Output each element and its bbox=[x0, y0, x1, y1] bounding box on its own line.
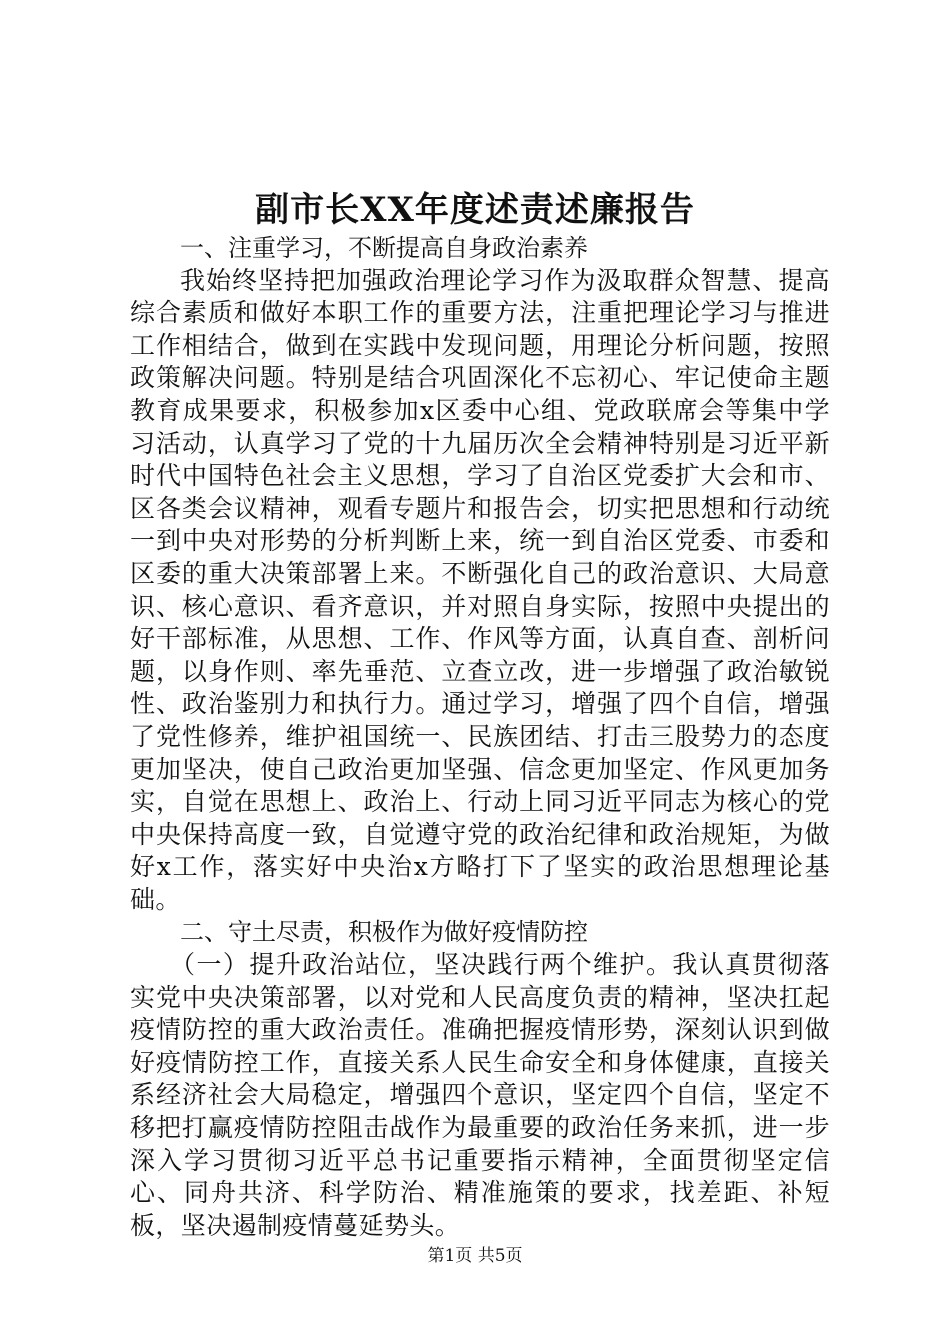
section-heading-1: 一、注重学习，不断提高自身政治素养 bbox=[180, 234, 588, 262]
document-title: 副市长XX年度述责述廉报告 bbox=[255, 190, 695, 230]
section-2-paragraph: （一）提升政治站位，坚决践行两个维护。我认真贯彻落实党中央决策部署，以对党和人民高度负责的精神，坚决扛起疫情防控的重大政治责任。准确把握疫情形势，深刻认识到做好疫情防控工作，直接关系人民生命安全和身体健康，直接关系经济社会大局稳定，增强四个意识，坚定四个自信，坚定不移把打赢疫情防控阻击战作为最重要的政治任务来抓，进一步深入学习贯彻习近平总书记重要指示精神，全面贯彻坚定信心、同舟共济、科学防治、精准施策的要求，找差距、补短板，坚决遏制疫情蔓延势头。 bbox=[130, 950, 830, 1240]
page-footer: 第1页 共5页 bbox=[427, 1246, 523, 1266]
section-heading-2: 二、守土尽责，积极作为做好疫情防控 bbox=[180, 918, 588, 947]
section-1-paragraph: 我始终坚持把加强政治理论学习作为汲取群众智慧、提高综合素质和做好本职工作的重要方法，注重把理论学习与推进工作相结合，做到在实践中发现问题，用理论分析问题，按照政策解决问题。特别是结合巩固深化不忘初心、牢记使命主题教育成果要求，积极参加x区委中心组、党政联席会等集中学习活动，认真学习了党的十九届历次全会精神特别是习近平新时代中国特色社会主义思想，学习了自治区党委扩大会和市、区各类会议精神，观看专题片和报告会，切实把思想和行动统一到中央对形势的分析判断上来，统一到自治区党委、市委和区委的重大决策部署上来。不断强化自己的政治意识、大局意识、核心意识、看齐意识，并对照自身实际，按照中央提出的好干部标准，从思想、工作、作风等方面，认真自查、剖析问题，以身作则、率先垂范、立查立改，进一步增强了政治敏锐性、政治鉴别力和执行力。通过学习，增强了四个自信，增强了党性修养，维护祖国统一、民族团结、打击三股势力的态度更加坚决，使自己政治更加坚强、信念更加坚定、作风更加务实，自觉在思想上、政治上、行动上同习近平同志为核心的党中央保持高度一致，自觉遵守党的政治纪律和政治规矩，为做好x工作，落实好中央治x方略打下了坚实的政治思想理论基础。 bbox=[130, 265, 830, 914]
document-body bbox=[130, 232, 830, 1242]
